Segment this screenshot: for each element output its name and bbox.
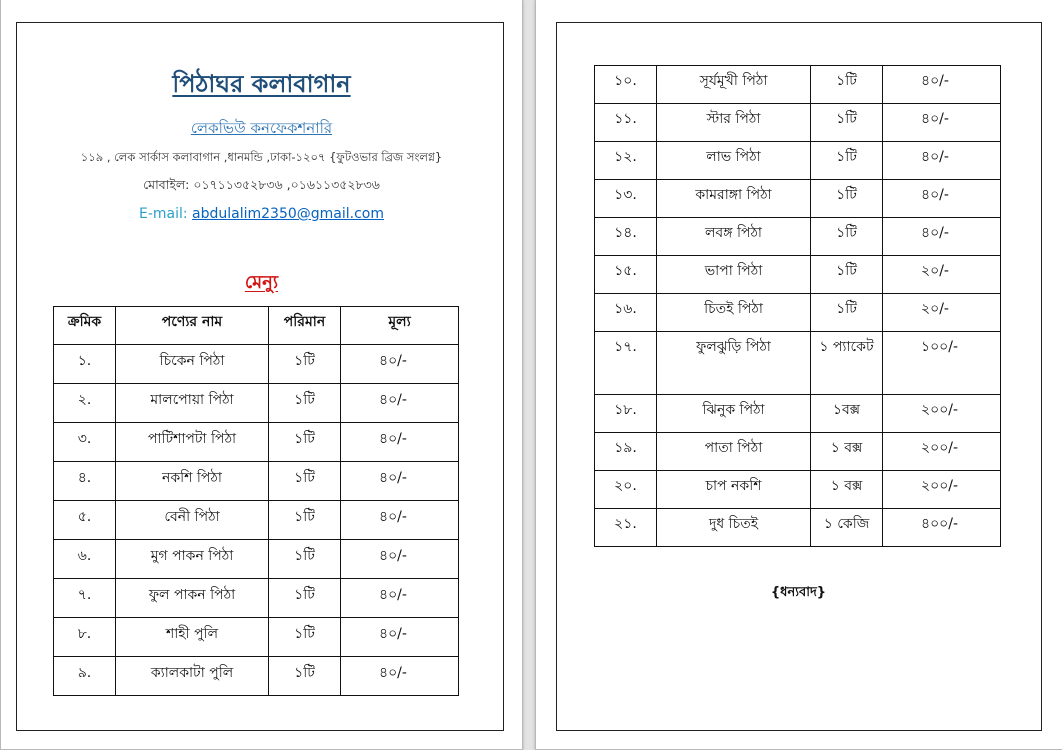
serial-cell: ১০. (595, 66, 657, 104)
table-row (54, 462, 459, 501)
item-name-cell: মুগ পাকন পিঠা (116, 540, 269, 579)
table-row (54, 501, 459, 540)
price-cell: ২০০/- (883, 395, 1001, 433)
price-cell: ৪০/- (883, 218, 1001, 256)
serial-cell: ৬. (54, 540, 116, 579)
shop-title: পিঠাঘর কলাবাগান (172, 70, 351, 98)
item-name-cell: মালপোয়া পিঠা (116, 384, 269, 423)
quantity-cell: ১ বক্স (811, 433, 883, 471)
item-name-cell: দুধ চিতই (657, 509, 811, 547)
item-name-cell: স্টার পিঠা (657, 104, 811, 142)
quantity-cell: ১টি (811, 66, 883, 104)
quantity-cell: ১টি (269, 384, 341, 423)
serial-cell: ১২. (595, 142, 657, 180)
item-name-cell: শাহী পুলি (116, 618, 269, 657)
table-row (54, 657, 459, 696)
serial-cell: ৯. (54, 657, 116, 696)
price-cell: ১০০/- (883, 332, 1001, 395)
table-row (595, 471, 1001, 509)
table-row (595, 180, 1001, 218)
thanks-note: {ধন্যবাদ} (770, 585, 827, 600)
column-header-serial: ক্রমিক (54, 307, 116, 345)
quantity-cell: ১টি (269, 618, 341, 657)
quantity-cell: ১টি (269, 462, 341, 501)
table-row (54, 618, 459, 657)
item-name-cell: ঝিনুক পিঠা (657, 395, 811, 433)
table-row (595, 395, 1001, 433)
item-name-cell: লাভ পিঠা (657, 142, 811, 180)
table-row (54, 579, 459, 618)
price-cell: ৪০/- (341, 423, 459, 462)
quantity-cell: ১টি (269, 501, 341, 540)
price-cell: ৪০/- (341, 501, 459, 540)
quantity-cell: ১টি (811, 180, 883, 218)
serial-cell: ৩. (54, 423, 116, 462)
menu-table-part-2 (594, 65, 1001, 547)
item-name-cell: ক্যালকাটা পুলি (116, 657, 269, 696)
price-cell: ৪০/- (883, 66, 1001, 104)
serial-cell: ৮. (54, 618, 116, 657)
table-row (595, 433, 1001, 471)
email-label: E-mail: (138, 206, 193, 222)
price-cell: ৪০/- (341, 345, 459, 384)
table-row (595, 509, 1001, 547)
table-row (54, 423, 459, 462)
serial-cell: ২. (54, 384, 116, 423)
item-name-cell: লবঙ্গ পিঠা (657, 218, 811, 256)
shop-phone: মোবাইল: ০১৭১১৩৫২৮৩৬ ,০১৬১১৩৫২৮৩৬ (143, 177, 380, 192)
item-name-cell: ফুলঝুড়ি পিঠা (657, 332, 811, 395)
quantity-cell: ১টি (269, 657, 341, 696)
price-cell: ৪০/- (883, 104, 1001, 142)
price-cell: ৪০/- (341, 384, 459, 423)
price-cell: ৪০/- (341, 657, 459, 696)
shop-address: ১১৯ , লেক সার্কাস কলাবাগান ,ধানমন্ডি ,ঢাকা-১২০৭ {ফুটওভার ব্রিজ সংলগ্ন} (80, 150, 443, 164)
column-header-price: মূল্য (341, 307, 459, 345)
table-row (595, 66, 1001, 104)
table-row (54, 384, 459, 423)
quantity-cell: ১টি (811, 104, 883, 142)
quantity-cell: ১ কেজি (811, 509, 883, 547)
menu-table-part-1 (53, 306, 459, 696)
price-cell: ২০/- (883, 294, 1001, 332)
price-cell: ৪০/- (341, 579, 459, 618)
menu-heading: মেন্যু (244, 272, 279, 293)
quantity-cell: ১টি (811, 218, 883, 256)
email-link[interactable]: abdulalim2350@gmail.com (192, 206, 385, 222)
item-name-cell: পাটিশাপটা পিঠা (116, 423, 269, 462)
serial-cell: ১৫. (595, 256, 657, 294)
table-row (595, 142, 1001, 180)
serial-cell: ১৮. (595, 395, 657, 433)
price-cell: ২০০/- (883, 433, 1001, 471)
price-cell: ৪০০/- (883, 509, 1001, 547)
table-row (595, 218, 1001, 256)
serial-cell: ১৬. (595, 294, 657, 332)
item-name-cell: চাপ নকশি (657, 471, 811, 509)
price-cell: ৪০/- (341, 618, 459, 657)
quantity-cell: ১টি (811, 256, 883, 294)
price-cell: ২০০/- (883, 471, 1001, 509)
table-row (54, 540, 459, 579)
quantity-cell: ১বক্স (811, 395, 883, 433)
serial-cell: ১৩. (595, 180, 657, 218)
column-header-quantity: পরিমান (269, 307, 341, 345)
serial-cell: ২০. (595, 471, 657, 509)
price-cell: ৪০/- (883, 180, 1001, 218)
serial-cell: ৪. (54, 462, 116, 501)
serial-cell: ১১. (595, 104, 657, 142)
column-header-item-name: পণ্যের নাম (116, 307, 269, 345)
item-name-cell: ভাপা পিঠা (657, 256, 811, 294)
price-cell: ৪০/- (341, 540, 459, 579)
serial-cell: ১৪. (595, 218, 657, 256)
item-name-cell: ফুল পাকন পিঠা (116, 579, 269, 618)
quantity-cell: ১টি (269, 345, 341, 384)
quantity-cell: ১টি (269, 423, 341, 462)
item-name-cell: পাতা পিঠা (657, 433, 811, 471)
serial-cell: ১৯. (595, 433, 657, 471)
price-cell: ৪০/- (341, 462, 459, 501)
item-name-cell: চিতই পিঠা (657, 294, 811, 332)
table-header-row (54, 307, 459, 345)
price-cell: ৪০/- (883, 142, 1001, 180)
table-row (595, 294, 1001, 332)
quantity-cell: ১টি (269, 540, 341, 579)
item-name-cell: নকশি পিঠা (116, 462, 269, 501)
quantity-cell: ১ বক্স (811, 471, 883, 509)
shop-email (1, 206, 522, 222)
table-row (595, 104, 1001, 142)
item-name-cell: বেনী পিঠা (116, 501, 269, 540)
table-row (54, 345, 459, 384)
item-name-cell: চিকেন পিঠা (116, 345, 269, 384)
shop-subtitle: লেকভিউ কনফেকশনারি (190, 119, 333, 137)
serial-cell: ২১. (595, 509, 657, 547)
quantity-cell: ১টি (269, 579, 341, 618)
serial-cell: ১৭. (595, 332, 657, 395)
table-row (595, 332, 1001, 395)
item-name-cell: সূর্যমূখী পিঠা (657, 66, 811, 104)
serial-cell: ১. (54, 345, 116, 384)
price-cell: ২০/- (883, 256, 1001, 294)
serial-cell: ৭. (54, 579, 116, 618)
quantity-cell: ১ প্যাকেট (811, 332, 883, 395)
quantity-cell: ১টি (811, 294, 883, 332)
serial-cell: ৫. (54, 501, 116, 540)
item-name-cell: কামরাঙ্গা পিঠা (657, 180, 811, 218)
quantity-cell: ১টি (811, 142, 883, 180)
table-row (595, 256, 1001, 294)
